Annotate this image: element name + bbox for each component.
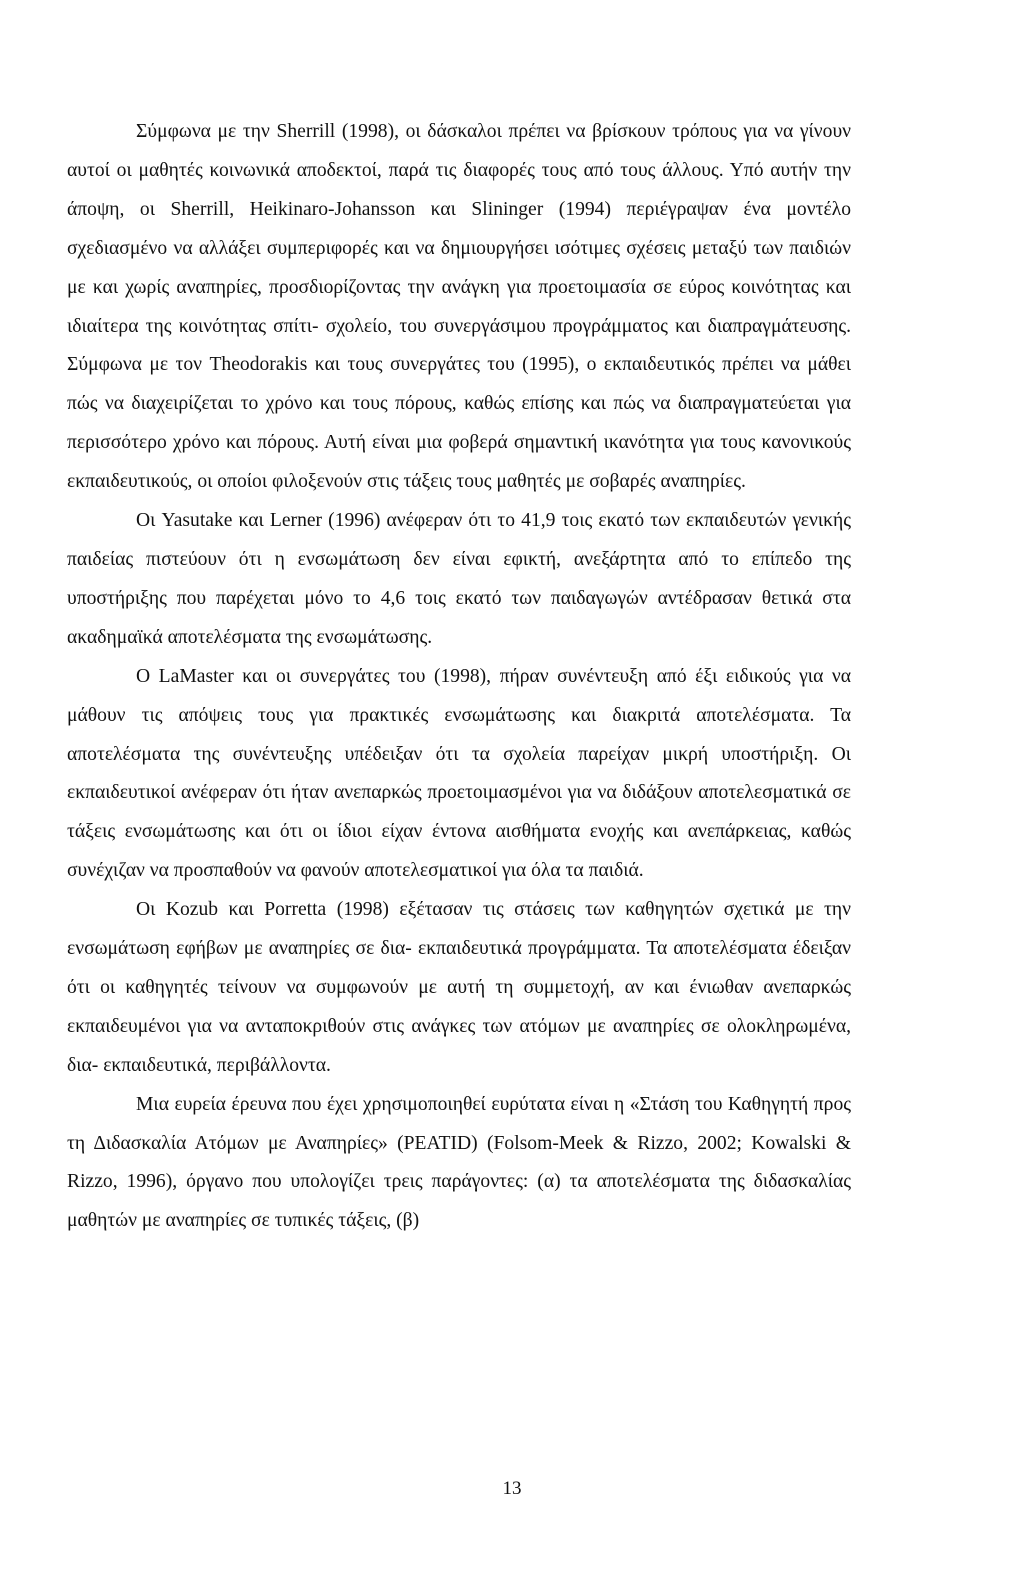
paragraph-2: Οι Yasutake και Lerner (1996) ανέφεραν ότι το 41,9 τοις εκατό των εκπαιδευτών γενικής παιδείας πιστεύουν ότι η ενσωμάτωση δεν είναι εφικτή, ανεξάρτητα από το επίπεδο της υποστήριξης που παρέχεται μόνο το 4,6 τοις εκατό των παιδαγωγών αντέδρασαν θετικά στα ακαδημαϊκά αποτελέσματα της ενσωμάτωσης.: [67, 510, 851, 648]
paragraph-4: Οι Kozub και Porretta (1998) εξέτασαν τις στάσεις των καθηγητών σχετικά με την ενσωμάτωση εφήβων με αναπηρίες σε δια- εκπαιδευτικά προγράμματα. Τα αποτελέσματα έδειξαν ότι οι καθηγητές τείνουν να συμφωνούν με αυτή τη συμμετοχή, αν και ένιωθαν ανεπαρκώς εκπαιδευμένοι για να ανταποκριθούν στις ανάγκες των ατόμων με αναπηρίες σε ολοκληρωμένα, δια- εκπαιδευτικά, περιβάλλοντα.: [67, 899, 851, 1076]
document-body: [67, 113, 851, 1241]
paragraph-5: Μια ευρεία έρευνα που έχει χρησιμοποιηθεί ευρύτατα είναι η «Στάση του Καθηγητή προς τη Διδασκαλία Ατόμων με Αναπηρίες» (PEATID) (Folsom-Meek & Rizzo, 2002; Kowalski & Rizzo, 1996), όργανο που υπολογίζει τρεις παράγοντες: (α) τα αποτελέσματα της διδασκαλίας μαθητών με αναπηρίες σε τυπικές τάξεις, (β): [67, 1093, 851, 1232]
paragraph-1: Σύμφωνα με την Sherrill (1998), οι δάσκαλοι πρέπει να βρίσκουν τρόπους για να γίνουν αυτοί οι μαθητές κοινωνικά αποδεκτοί, παρά τις διαφορές τους από τους άλλους. Υπό αυτήν την άποψη, οι Sherrill, Heikinaro-Johansson και Slininger (1994) περιέγραψαν ένα μοντέλο σχεδιασμένο να αλλάξει συμπεριφορές και να δημιουργήσει ισότιμες σχέσεις μεταξύ των παιδιών με και χωρίς αναπηρίες, προσδιορίζοντας την ανάγκη για προετοιμασία σε εύρος κοινότητας και ιδιαίτερα της κοινότητας σπίτι- σχολείο, του συνεργάσιμου προγράμματος και διαπραγμάτευσης. Σύμφωνα με τον Theodorakis και τους συνεργάτες του (1995), ο εκπαιδευτικός πρέπει να μάθει πώς να διαχειρίζεται το χρόνο και τους πόρους, καθώς επίσης και πώς να διαπραγματεύεται για περισσότερο χρόνο και πόρους. Αυτή είναι μια φοβερά σημαντική ικανότητα για τους κανονικούς εκπαιδευτικούς, οι οποίοι φιλοξενούν στις τάξεις τους μαθητές με σοβαρές αναπηρίες.: [67, 121, 851, 493]
paragraph-3: Ο LaMaster και οι συνεργάτες του (1998), πήραν συνέντευξη από έξι ειδικούς για να μάθουν τις απόψεις τους για πρακτικές ενσωμάτωσης και διακριτά αποτελέσματα. Τα αποτελέσματα της συνέντευξης υπέδειξαν ότι τα σχολεία παρείχαν μικρή υποστήριξη. Οι εκπαιδευτικοί ανέφεραν ότι ήταν ανεπαρκώς προετοιμασμένοι για να διδάξουν αποτελεσματικά σε τάξεις ενσωμάτωσης και ότι οι ίδιοι είχαν έντονα αισθήματα ενοχής και ανεπάρκειας, καθώς συνέχιζαν να προσπαθούν να φανούν αποτελεσματικοί για όλα τα παιδιά.: [67, 665, 851, 882]
page-number: 13: [502, 1478, 522, 1499]
